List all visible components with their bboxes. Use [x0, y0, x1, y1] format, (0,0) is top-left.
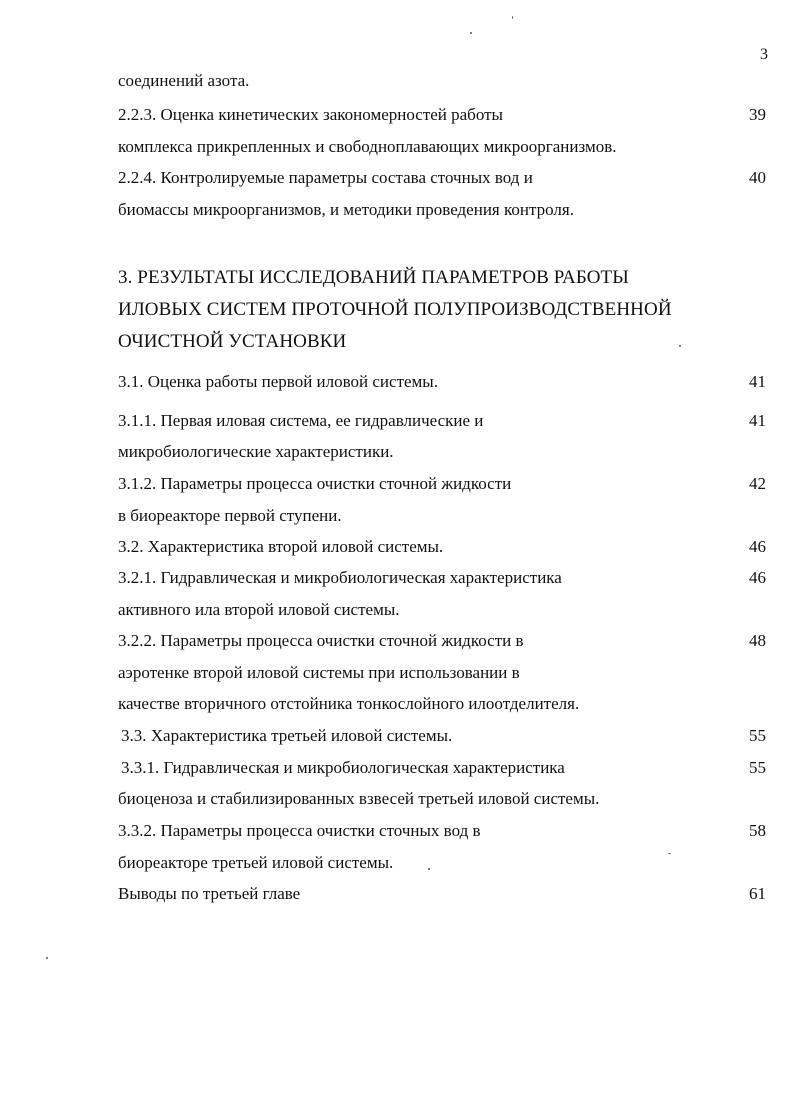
- scan-speck: [428, 868, 430, 870]
- toc-entry-line: 3.2.2. Параметры процесса очистки сточной жидкости в: [118, 631, 524, 650]
- scan-speck: [679, 345, 681, 347]
- toc-entry-line: 3.3. Характеристика третьей иловой системы.: [121, 726, 453, 745]
- toc-entry-line: 2.2.3. Оценка кинетических закономерностей работы: [118, 105, 503, 124]
- toc-entry-line: 3.3.1. Гидравлическая и микробиологическая характеристика: [121, 758, 565, 777]
- toc-page-number: 42: [749, 474, 766, 493]
- chapter-heading-line: ИЛОВЫХ СИСТЕМ ПРОТОЧНОЙ ПОЛУПРОИЗВОДСТВЕННОЙ: [118, 299, 672, 320]
- toc-page-number: 41: [749, 411, 766, 430]
- toc-entry-line: 3.2. Характеристика второй иловой системы.: [118, 537, 444, 556]
- toc-page-number: 61: [749, 884, 766, 903]
- toc-entry-line: Выводы по третьей главе: [118, 884, 301, 903]
- intro-line: соединений азота.: [118, 71, 250, 90]
- toc-page-number: 39: [749, 105, 766, 124]
- toc-entry-line: 3.3.2. Параметры процесса очистки сточных вод в: [118, 821, 481, 840]
- scan-speck: [46, 957, 48, 959]
- toc-entry-line: 3.2.1. Гидравлическая и микробиологическая характеристика: [118, 568, 562, 587]
- toc-entry-line: 3.1. Оценка работы первой иловой системы.: [118, 372, 438, 391]
- scan-speck: [470, 32, 472, 34]
- toc-entry-line: 3.1.1. Первая иловая система, ее гидравлические и: [118, 411, 484, 430]
- toc-entry-line: в биореакторе первой ступени.: [118, 506, 342, 525]
- toc-entry-line: биоценоза и стабилизированных взвесей третьей иловой системы.: [118, 789, 600, 808]
- toc-page-number: 41: [749, 372, 766, 391]
- toc-entry-line: аэротенке второй иловой системы при использовании в: [118, 663, 520, 682]
- toc-page-number: 40: [749, 168, 766, 187]
- toc-page-number: 46: [749, 537, 766, 556]
- toc-page-number: 55: [749, 758, 766, 777]
- toc-entry-line: биомассы микроорганизмов, и методики проведения контроля.: [118, 200, 574, 219]
- toc-entry-line: микробиологические характеристики.: [118, 442, 394, 461]
- toc-page-number: 55: [749, 726, 766, 745]
- toc-entry-line: качестве вторичного отстойника тонкослойного илоотделителя.: [118, 694, 580, 713]
- toc-page-number: 58: [749, 821, 766, 840]
- scan-speck: [668, 853, 671, 854]
- chapter-heading-line: 3. РЕЗУЛЬТАТЫ ИССЛЕДОВАНИЙ ПАРАМЕТРОВ РАБОТЫ: [118, 267, 629, 288]
- page-number: 3: [760, 46, 768, 63]
- toc-entry-line: 3.1.2. Параметры процесса очистки сточной жидкости: [118, 474, 512, 493]
- toc-entry-line: комплекса прикрепленных и свободноплавающих микроорганизмов.: [118, 137, 617, 156]
- toc-entry-line: активного ила второй иловой системы.: [118, 600, 400, 619]
- toc-page-number: 46: [749, 568, 766, 587]
- scan-speck: [512, 16, 513, 19]
- chapter-heading-line: ОЧИСТНОЙ УСТАНОВКИ: [118, 331, 347, 352]
- toc-entry-line: 2.2.4. Контролируемые параметры состава сточных вод и: [118, 168, 533, 187]
- toc-page-number: 48: [749, 631, 766, 650]
- toc-entry-line: биореакторе третьей иловой системы.: [118, 853, 394, 872]
